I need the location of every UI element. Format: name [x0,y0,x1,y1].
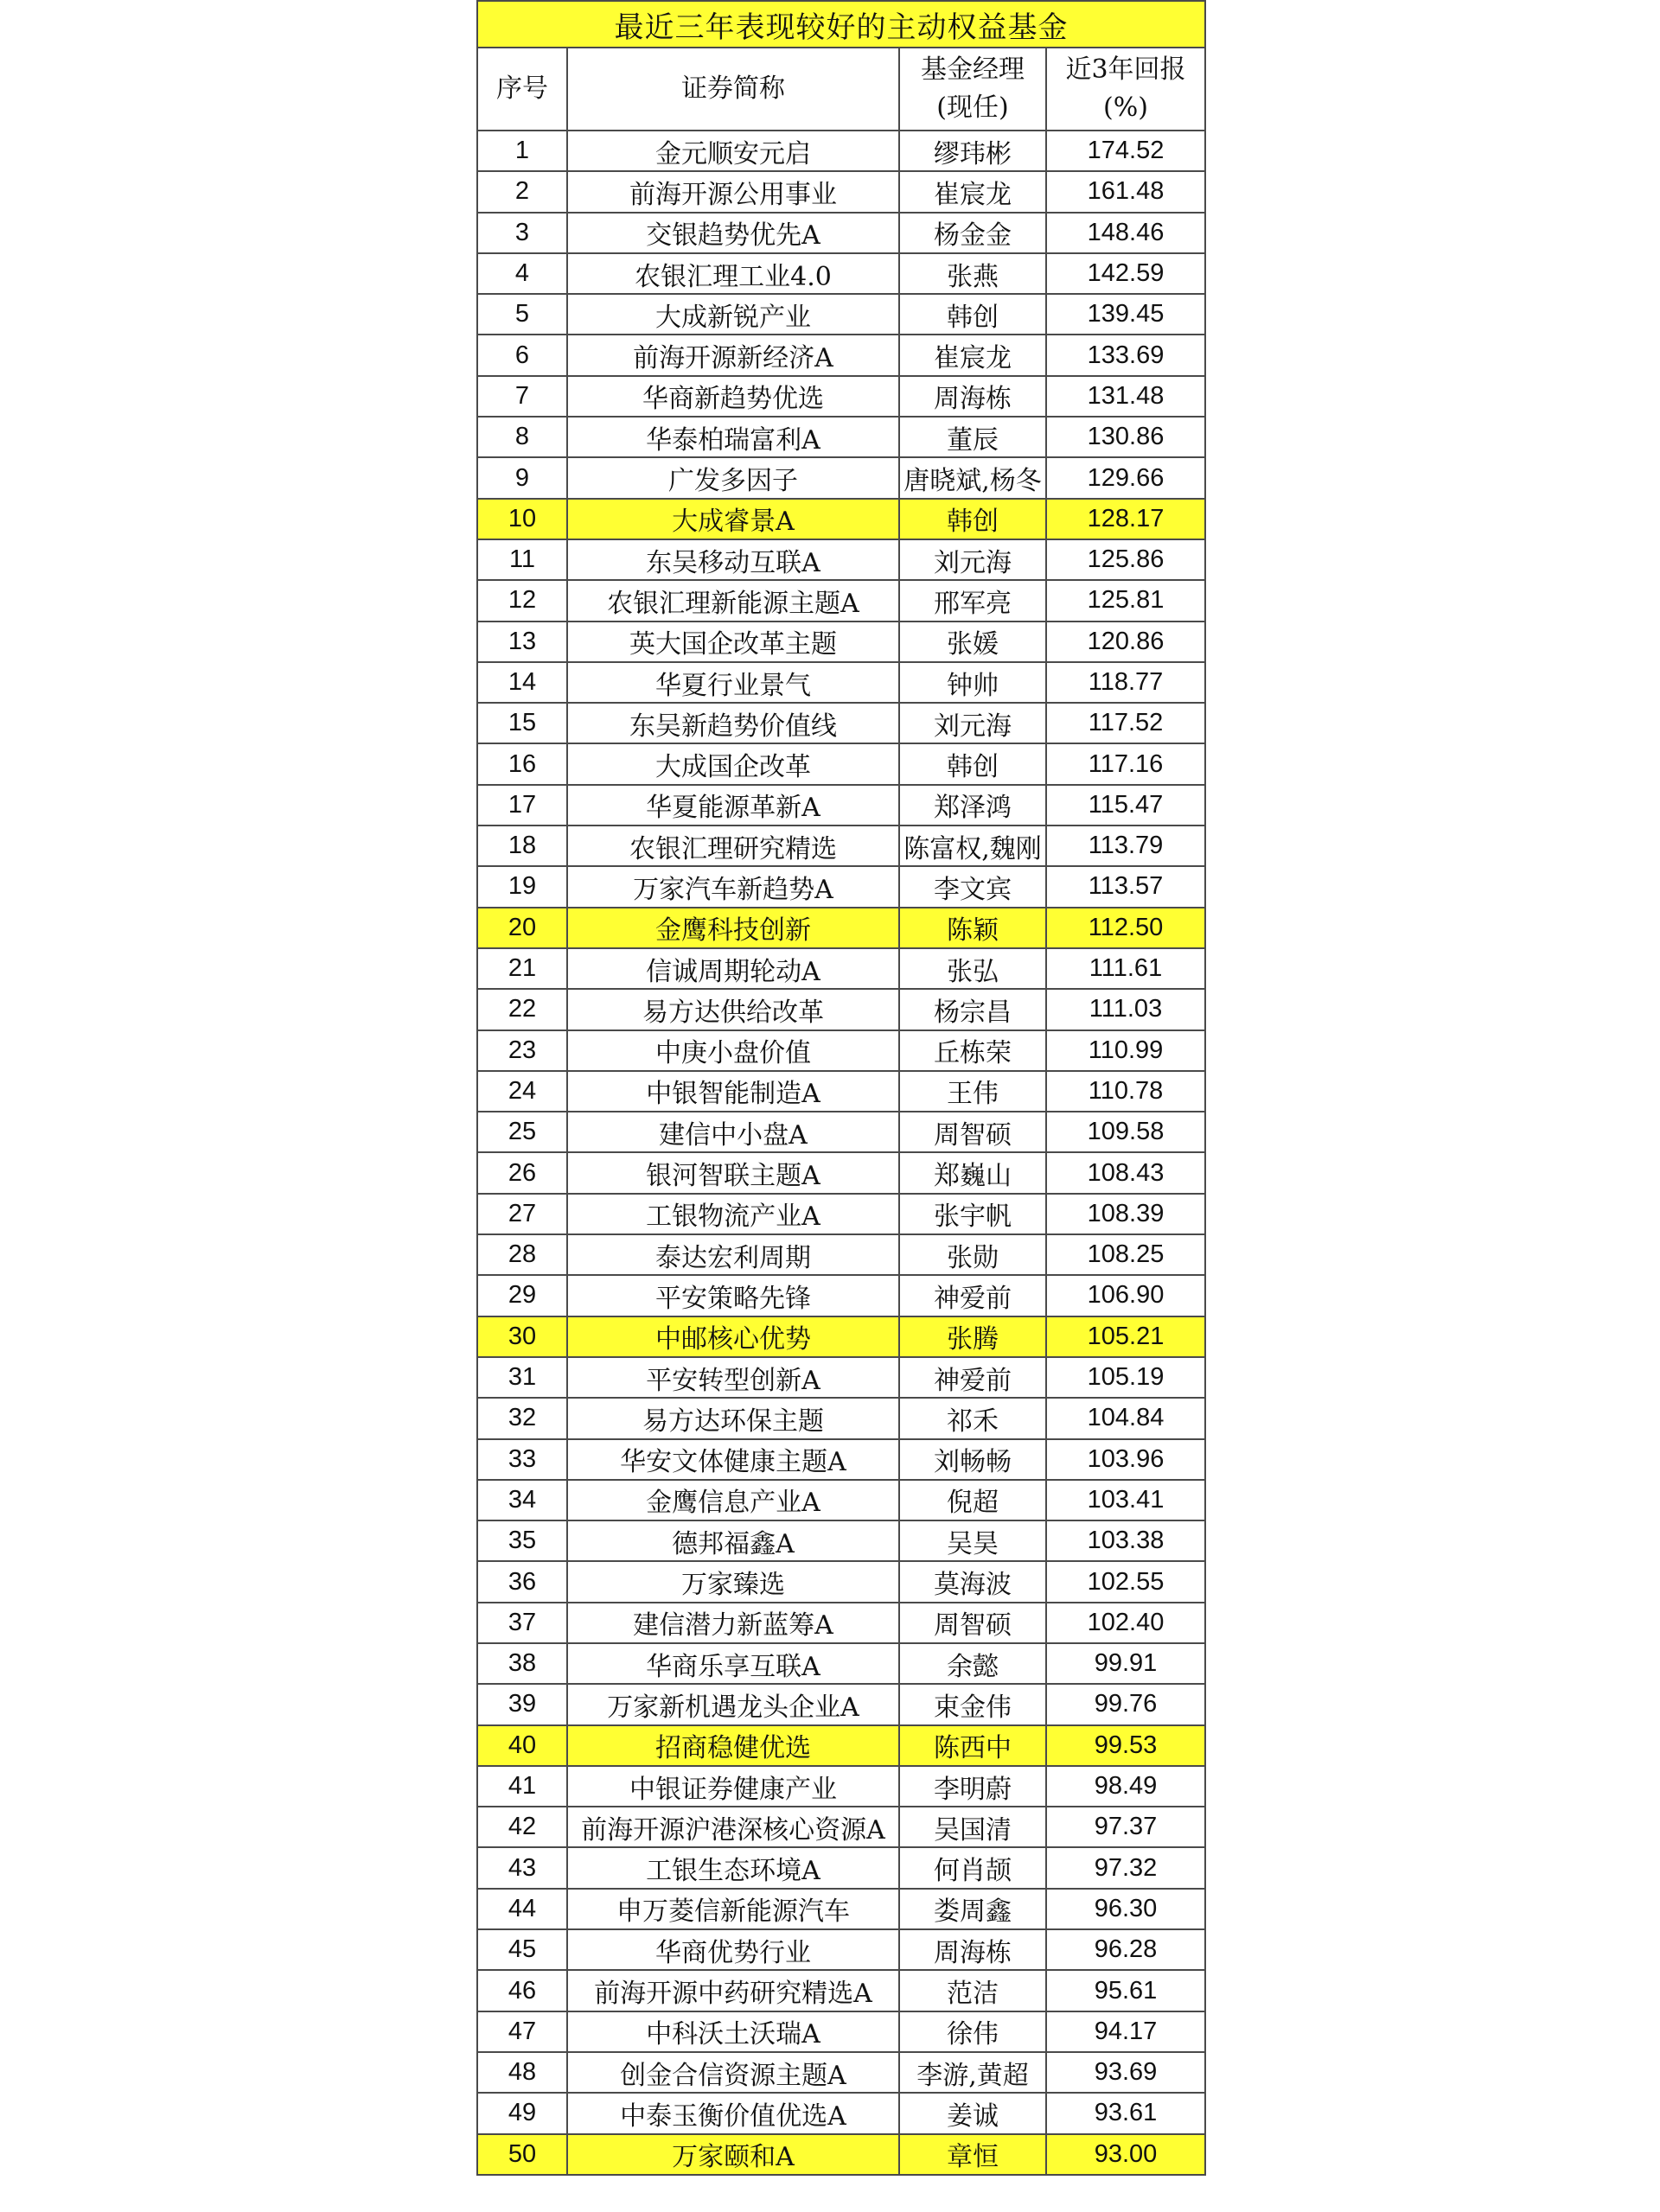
table-row [477,989,1205,1030]
cell-return: 110.99 [1046,1030,1205,1071]
cell-index: 12 [477,580,567,621]
table-row [477,622,1205,662]
cell-fund-name: 平安策略先锋 [567,1275,899,1316]
cell-index: 39 [477,1684,567,1724]
cell-fund-name: 万家颐和A [567,2134,899,2175]
cell-fund-name: 大成睿景A [567,499,899,539]
table-row [477,1398,1205,1438]
table-row [477,1357,1205,1398]
cell-return: 106.90 [1046,1275,1205,1316]
cell-index: 3 [477,213,567,253]
cell-index: 25 [477,1112,567,1152]
table-row [477,785,1205,826]
table-row [477,1112,1205,1152]
cell-manager: 崔宸龙 [899,335,1046,375]
cell-return: 128.17 [1046,499,1205,539]
cell-fund-name: 广发多因子 [567,457,899,498]
cell-manager: 李文宾 [899,866,1046,907]
header-manager-line2: (现任) [936,92,1009,123]
cell-index: 5 [477,294,567,335]
cell-manager: 周智硕 [899,1603,1046,1643]
cell-manager: 刘元海 [899,703,1046,743]
header-manager [899,48,1046,131]
cell-return: 105.21 [1046,1316,1205,1357]
header-fund-name: 证券简称 [567,48,899,131]
cell-index: 23 [477,1030,567,1071]
cell-fund-name: 银河智联主题A [567,1152,899,1193]
cell-index: 50 [477,2134,567,2175]
table-row [477,335,1205,375]
table-row [477,1847,1205,1888]
cell-fund-name: 中银证券健康产业 [567,1766,899,1807]
cell-manager: 唐晓斌,杨冬 [899,457,1046,498]
cell-manager: 祁禾 [899,1398,1046,1438]
cell-index: 46 [477,1970,567,2011]
cell-fund-name: 东吴新趋势价值线 [567,703,899,743]
cell-return: 93.00 [1046,2134,1205,2175]
cell-index: 43 [477,1847,567,1888]
table-row [477,948,1205,989]
cell-manager: 郑泽鸿 [899,785,1046,826]
table-row [477,1561,1205,1602]
table-row [477,2011,1205,2052]
cell-index: 28 [477,1234,567,1275]
cell-manager: 董辰 [899,417,1046,457]
cell-fund-name: 易方达环保主题 [567,1398,899,1438]
cell-index: 38 [477,1643,567,1684]
cell-fund-name: 泰达宏利周期 [567,1234,899,1275]
cell-manager: 杨金金 [899,213,1046,253]
cell-index: 40 [477,1725,567,1766]
cell-return: 94.17 [1046,2011,1205,2052]
cell-index: 37 [477,1603,567,1643]
cell-manager: 章恒 [899,2134,1046,2175]
cell-return: 104.84 [1046,1398,1205,1438]
cell-manager: 陈富权,魏刚 [899,826,1046,866]
cell-manager: 徐伟 [899,2011,1046,2052]
cell-index: 32 [477,1398,567,1438]
cell-manager: 姜诚 [899,2093,1046,2133]
table-body [477,131,1205,2175]
table-row [477,826,1205,866]
cell-fund-name: 华夏能源革新A [567,785,899,826]
cell-return: 103.96 [1046,1439,1205,1480]
cell-index: 19 [477,866,567,907]
table-row [477,662,1205,703]
cell-manager: 张宇帆 [899,1194,1046,1234]
cell-fund-name: 华安文体健康主题A [567,1439,899,1480]
cell-return: 105.19 [1046,1357,1205,1398]
cell-index: 2 [477,171,567,212]
table-row [477,2052,1205,2093]
cell-index: 36 [477,1561,567,1602]
cell-fund-name: 招商稳健优选 [567,1725,899,1766]
table-row [477,1684,1205,1724]
cell-return: 108.39 [1046,1194,1205,1234]
cell-fund-name: 金鹰信息产业A [567,1480,899,1520]
cell-return: 133.69 [1046,335,1205,375]
table-row [477,1316,1205,1357]
table-row [477,2093,1205,2133]
cell-fund-name: 大成国企改革 [567,743,899,784]
cell-index: 33 [477,1439,567,1480]
cell-return: 97.32 [1046,1847,1205,1888]
cell-return: 102.55 [1046,1561,1205,1602]
cell-manager: 缪玮彬 [899,131,1046,171]
table-row [477,1643,1205,1684]
cell-fund-name: 英大国企改革主题 [567,622,899,662]
cell-index: 6 [477,335,567,375]
table-title: 最近三年表现较好的主动权益基金 [477,1,1205,48]
cell-index: 16 [477,743,567,784]
cell-return: 111.61 [1046,948,1205,989]
cell-return: 120.86 [1046,622,1205,662]
cell-manager: 丘栋荣 [899,1030,1046,1071]
table-row [477,1520,1205,1561]
cell-manager: 刘元海 [899,539,1046,580]
cell-index: 22 [477,989,567,1030]
table-row [477,539,1205,580]
cell-index: 15 [477,703,567,743]
cell-index: 31 [477,1357,567,1398]
cell-manager: 李明蔚 [899,1766,1046,1807]
cell-return: 99.53 [1046,1725,1205,1766]
cell-fund-name: 万家臻选 [567,1561,899,1602]
cell-manager: 吴国清 [899,1807,1046,1847]
cell-return: 139.45 [1046,294,1205,335]
cell-return: 118.77 [1046,662,1205,703]
cell-manager: 杨宗昌 [899,989,1046,1030]
cell-manager: 周海栋 [899,376,1046,417]
cell-index: 20 [477,908,567,948]
cell-return: 113.57 [1046,866,1205,907]
title-row [477,1,1205,48]
cell-index: 27 [477,1194,567,1234]
table-row [477,1603,1205,1643]
cell-manager: 张媛 [899,622,1046,662]
cell-return: 148.46 [1046,213,1205,253]
cell-index: 24 [477,1071,567,1112]
header-return-line2: (%) [1103,92,1148,123]
cell-index: 47 [477,2011,567,2052]
cell-return: 93.69 [1046,2052,1205,2093]
cell-index: 49 [477,2093,567,2133]
cell-fund-name: 农银汇理新能源主题A [567,580,899,621]
cell-index: 11 [477,539,567,580]
cell-return: 112.50 [1046,908,1205,948]
table-row [477,417,1205,457]
table-row [477,131,1205,171]
header-row [477,48,1205,131]
cell-index: 4 [477,253,567,294]
cell-fund-name: 信诚周期轮动A [567,948,899,989]
cell-index: 45 [477,1929,567,1970]
cell-return: 110.78 [1046,1071,1205,1112]
cell-fund-name: 创金合信资源主题A [567,2052,899,2093]
cell-return: 111.03 [1046,989,1205,1030]
cell-index: 9 [477,457,567,498]
cell-return: 102.40 [1046,1603,1205,1643]
cell-return: 103.41 [1046,1480,1205,1520]
cell-return: 117.16 [1046,743,1205,784]
cell-manager: 何肖颉 [899,1847,1046,1888]
cell-fund-name: 农银汇理研究精选 [567,826,899,866]
cell-index: 44 [477,1889,567,1929]
cell-index: 41 [477,1766,567,1807]
table-row [477,1152,1205,1193]
cell-manager: 张腾 [899,1316,1046,1357]
table-row [477,743,1205,784]
cell-return: 99.91 [1046,1643,1205,1684]
cell-fund-name: 德邦福鑫A [567,1520,899,1561]
cell-index: 17 [477,785,567,826]
cell-return: 125.86 [1046,539,1205,580]
cell-return: 103.38 [1046,1520,1205,1561]
cell-fund-name: 中泰玉衡价值优选A [567,2093,899,2133]
cell-fund-name: 前海开源中药研究精选A [567,1970,899,2011]
cell-fund-name: 易方达供给改革 [567,989,899,1030]
table-row [477,1929,1205,1970]
cell-return: 108.25 [1046,1234,1205,1275]
cell-manager: 娄周鑫 [899,1889,1046,1929]
cell-return: 125.81 [1046,580,1205,621]
cell-fund-name: 金元顺安元启 [567,131,899,171]
cell-fund-name: 大成新锐产业 [567,294,899,335]
cell-manager: 张勋 [899,1234,1046,1275]
table-row [477,1480,1205,1520]
table-row [477,1766,1205,1807]
cell-manager: 周海栋 [899,1929,1046,1970]
table-row [477,1194,1205,1234]
cell-index: 30 [477,1316,567,1357]
cell-manager: 张弘 [899,948,1046,989]
cell-manager: 邢军亮 [899,580,1046,621]
cell-return: 115.47 [1046,785,1205,826]
header-index: 序号 [477,48,567,131]
table-row [477,1275,1205,1316]
cell-index: 34 [477,1480,567,1520]
cell-return: 108.43 [1046,1152,1205,1193]
cell-fund-name: 华商优势行业 [567,1929,899,1970]
cell-manager: 李游,黄超 [899,2052,1046,2093]
cell-fund-name: 前海开源新经济A [567,335,899,375]
cell-return: 131.48 [1046,376,1205,417]
table-row [477,1889,1205,1929]
cell-fund-name: 万家汽车新趋势A [567,866,899,907]
cell-manager: 范洁 [899,1970,1046,2011]
cell-fund-name: 工银生态环境A [567,1847,899,1888]
header-return [1046,48,1205,131]
cell-fund-name: 前海开源公用事业 [567,171,899,212]
cell-manager: 周智硕 [899,1112,1046,1152]
table-row [477,499,1205,539]
cell-return: 130.86 [1046,417,1205,457]
cell-fund-name: 中庚小盘价值 [567,1030,899,1071]
cell-fund-name: 华夏行业景气 [567,662,899,703]
cell-fund-name: 前海开源沪港深核心资源A [567,1807,899,1847]
table-row [477,1030,1205,1071]
cell-fund-name: 中邮核心优势 [567,1316,899,1357]
cell-manager: 吴昊 [899,1520,1046,1561]
fund-ranking-table [476,0,1206,2176]
cell-manager: 张燕 [899,253,1046,294]
cell-fund-name: 中银智能制造A [567,1071,899,1112]
cell-manager: 崔宸龙 [899,171,1046,212]
cell-manager: 钟帅 [899,662,1046,703]
cell-manager: 陈西中 [899,1725,1046,1766]
table-row [477,457,1205,498]
cell-index: 21 [477,948,567,989]
cell-index: 10 [477,499,567,539]
table-row [477,866,1205,907]
table-row [477,213,1205,253]
cell-return: 95.61 [1046,1970,1205,2011]
cell-return: 174.52 [1046,131,1205,171]
cell-index: 7 [477,376,567,417]
cell-manager: 神爱前 [899,1357,1046,1398]
cell-index: 13 [477,622,567,662]
cell-fund-name: 建信潜力新蓝筹A [567,1603,899,1643]
cell-fund-name: 华商乐享互联A [567,1643,899,1684]
table-row [477,171,1205,212]
cell-manager: 倪超 [899,1480,1046,1520]
cell-manager: 韩创 [899,499,1046,539]
table-row [477,2134,1205,2175]
cell-manager: 刘畅畅 [899,1439,1046,1480]
cell-index: 35 [477,1520,567,1561]
cell-return: 161.48 [1046,171,1205,212]
header-manager-line1: 基金经理 [921,54,1025,85]
cell-return: 109.58 [1046,1112,1205,1152]
cell-index: 1 [477,131,567,171]
cell-return: 142.59 [1046,253,1205,294]
cell-return: 97.37 [1046,1807,1205,1847]
table-row [477,253,1205,294]
header-return-line1: 近3年回报 [1065,54,1186,85]
cell-index: 18 [477,826,567,866]
table-row [477,580,1205,621]
cell-manager: 陈颖 [899,908,1046,948]
table-row [477,1970,1205,2011]
cell-return: 117.52 [1046,703,1205,743]
cell-manager: 莫海波 [899,1561,1046,1602]
cell-fund-name: 交银趋势优先A [567,213,899,253]
cell-manager: 韩创 [899,743,1046,784]
table-row [477,1807,1205,1847]
cell-fund-name: 中科沃土沃瑞A [567,2011,899,2052]
cell-fund-name: 申万菱信新能源汽车 [567,1889,899,1929]
cell-return: 99.76 [1046,1684,1205,1724]
table-row [477,908,1205,948]
table-row [477,1725,1205,1766]
cell-fund-name: 工银物流产业A [567,1194,899,1234]
cell-index: 14 [477,662,567,703]
cell-fund-name: 东吴移动互联A [567,539,899,580]
table-row [477,1439,1205,1480]
cell-fund-name: 平安转型创新A [567,1357,899,1398]
cell-fund-name: 华商新趋势优选 [567,376,899,417]
cell-fund-name: 万家新机遇龙头企业A [567,1684,899,1724]
table-row [477,703,1205,743]
cell-index: 48 [477,2052,567,2093]
cell-manager: 王伟 [899,1071,1046,1112]
cell-return: 93.61 [1046,2093,1205,2133]
cell-fund-name: 金鹰科技创新 [567,908,899,948]
cell-fund-name: 农银汇理工业4.0 [567,253,899,294]
cell-return: 96.30 [1046,1889,1205,1929]
cell-return: 96.28 [1046,1929,1205,1970]
cell-return: 113.79 [1046,826,1205,866]
table-row [477,1071,1205,1112]
cell-index: 26 [477,1152,567,1193]
cell-index: 29 [477,1275,567,1316]
cell-index: 8 [477,417,567,457]
cell-manager: 神爱前 [899,1275,1046,1316]
cell-fund-name: 华泰柏瑞富利A [567,417,899,457]
cell-index: 42 [477,1807,567,1847]
cell-fund-name: 建信中小盘A [567,1112,899,1152]
cell-manager: 束金伟 [899,1684,1046,1724]
cell-return: 98.49 [1046,1766,1205,1807]
table-row [477,1234,1205,1275]
table-row [477,376,1205,417]
cell-manager: 韩创 [899,294,1046,335]
cell-manager: 余懿 [899,1643,1046,1684]
table-row [477,294,1205,335]
cell-return: 129.66 [1046,457,1205,498]
cell-manager: 郑巍山 [899,1152,1046,1193]
